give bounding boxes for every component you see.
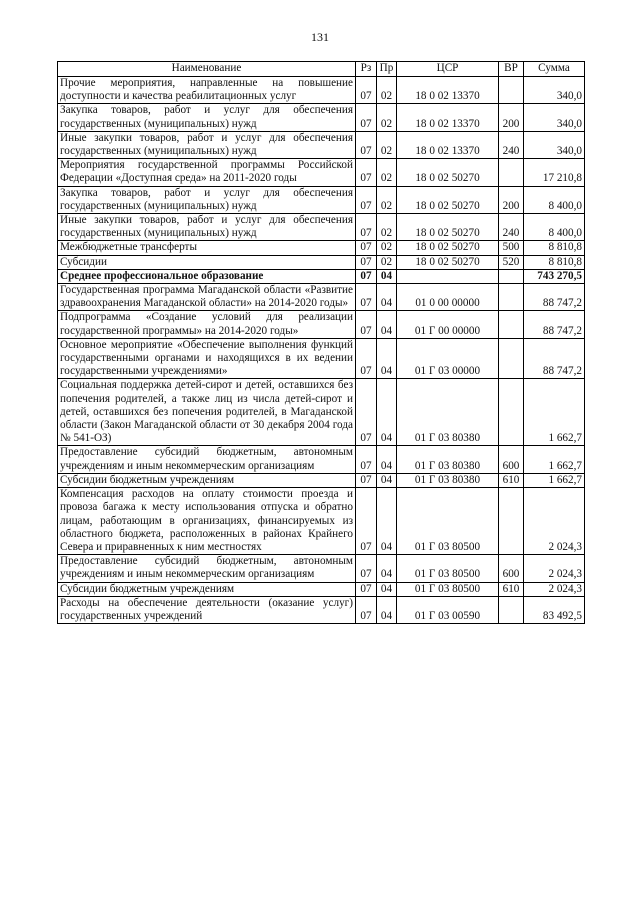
table-row — [58, 338, 585, 379]
cell-csr: 18 0 02 50270 — [397, 255, 499, 269]
cell-pr: 04 — [377, 488, 397, 555]
header-sum: Сумма — [524, 62, 585, 77]
cell-pr: 02 — [377, 104, 397, 131]
cell-vr — [499, 77, 524, 104]
cell-sum: 2 024,3 — [524, 555, 585, 582]
cell-rz: 07 — [356, 104, 377, 131]
cell-rz: 07 — [356, 488, 377, 555]
cell-pr: 04 — [377, 446, 397, 473]
cell-vr: 240 — [499, 214, 524, 241]
cell-csr: 18 0 02 50270 — [397, 159, 499, 186]
cell-sum: 2 024,3 — [524, 488, 585, 555]
cell-name: Закупка товаров, работ и услуг для обеспечения государственных (муниципальных) нужд — [58, 186, 356, 213]
budget-table — [57, 61, 585, 624]
cell-sum: 8 810,8 — [524, 255, 585, 269]
cell-rz: 07 — [356, 241, 377, 255]
cell-name: Расходы на обеспечение деятельности (оказание услуг) государственных учреждений — [58, 596, 356, 623]
cell-name: Подпрограмма «Создание условий для реализации государственной программы» на 2014-2020 годы» — [58, 311, 356, 338]
header-name: Наименование — [58, 62, 356, 77]
cell-sum: 340,0 — [524, 77, 585, 104]
cell-vr — [499, 269, 524, 283]
cell-vr: 200 — [499, 186, 524, 213]
cell-name: Субсидии бюджетным учреждениям — [58, 473, 356, 487]
cell-sum: 88 747,2 — [524, 311, 585, 338]
cell-pr: 04 — [377, 311, 397, 338]
cell-rz: 07 — [356, 186, 377, 213]
page-number: 131 — [311, 30, 329, 44]
table-row — [58, 473, 585, 487]
header-vr: ВР — [499, 62, 524, 77]
cell-name: Иные закупки товаров, работ и услуг для обеспечения государственных (муниципальных) нужд — [58, 214, 356, 241]
table-row — [58, 131, 585, 158]
cell-rz: 07 — [356, 214, 377, 241]
cell-csr: 01 Г 00 00000 — [397, 311, 499, 338]
cell-rz: 07 — [356, 284, 377, 311]
cell-name: Прочие мероприятия, направленные на повышение доступности и качества реабилитационных услуг — [58, 77, 356, 104]
cell-sum: 1 662,7 — [524, 473, 585, 487]
cell-csr: 01 Г 03 80500 — [397, 488, 499, 555]
cell-sum: 8 400,0 — [524, 186, 585, 213]
table-row — [58, 77, 585, 104]
cell-vr: 600 — [499, 555, 524, 582]
cell-sum: 83 492,5 — [524, 596, 585, 623]
header-csr: ЦСР — [397, 62, 499, 77]
cell-sum: 340,0 — [524, 131, 585, 158]
cell-rz: 07 — [356, 77, 377, 104]
cell-pr: 04 — [377, 379, 397, 446]
cell-pr: 02 — [377, 186, 397, 213]
cell-vr — [499, 311, 524, 338]
cell-csr: 01 Г 03 80500 — [397, 555, 499, 582]
cell-sum: 743 270,5 — [524, 269, 585, 283]
cell-pr: 04 — [377, 338, 397, 379]
cell-csr: 01 0 00 00000 — [397, 284, 499, 311]
cell-pr: 02 — [377, 241, 397, 255]
cell-pr: 02 — [377, 214, 397, 241]
cell-csr: 18 0 02 50270 — [397, 241, 499, 255]
cell-rz: 07 — [356, 555, 377, 582]
cell-rz: 07 — [356, 311, 377, 338]
table-row — [58, 488, 585, 555]
cell-name: Компенсация расходов на оплату стоимости проезда и провоза багажа к месту использования отпуска и обратно лицам, работающим в организациях, финансируемых из областного бюджета, расположенных в районах Крайнего Севера и приравненных к ним местностях — [58, 488, 356, 555]
cell-vr: 610 — [499, 582, 524, 596]
table-row — [58, 284, 585, 311]
cell-name: Субсидии бюджетным учреждениям — [58, 582, 356, 596]
cell-rz: 07 — [356, 159, 377, 186]
cell-csr: 01 Г 03 80380 — [397, 473, 499, 487]
cell-rz: 07 — [356, 255, 377, 269]
cell-vr: 520 — [499, 255, 524, 269]
cell-name: Среднее профессиональное образование — [58, 269, 356, 283]
table-header-row — [58, 62, 585, 77]
cell-csr: 18 0 02 50270 — [397, 214, 499, 241]
table-row — [58, 186, 585, 213]
cell-sum: 88 747,2 — [524, 338, 585, 379]
cell-pr: 04 — [377, 582, 397, 596]
header-rz: Рз — [356, 62, 377, 77]
table-row — [58, 596, 585, 623]
cell-name: Закупка товаров, работ и услуг для обеспечения государственных (муниципальных) нужд — [58, 104, 356, 131]
cell-rz: 07 — [356, 596, 377, 623]
table-row — [58, 214, 585, 241]
cell-vr — [499, 338, 524, 379]
cell-name: Межбюджетные трансферты — [58, 241, 356, 255]
cell-vr — [499, 379, 524, 446]
cell-rz: 07 — [356, 582, 377, 596]
cell-name: Мероприятия государственной программы Российской Федерации «Доступная среда» на 2011-2020 годы — [58, 159, 356, 186]
cell-pr: 02 — [377, 255, 397, 269]
table-row — [58, 379, 585, 446]
cell-csr: 18 0 02 13370 — [397, 104, 499, 131]
cell-rz: 07 — [356, 379, 377, 446]
cell-csr: 01 Г 03 80500 — [397, 582, 499, 596]
cell-csr: 01 Г 03 80380 — [397, 379, 499, 446]
cell-csr: 01 Г 03 00000 — [397, 338, 499, 379]
cell-vr: 600 — [499, 446, 524, 473]
cell-vr: 240 — [499, 131, 524, 158]
cell-csr: 01 Г 03 00590 — [397, 596, 499, 623]
cell-rz: 07 — [356, 338, 377, 379]
cell-vr: 200 — [499, 104, 524, 131]
cell-vr — [499, 159, 524, 186]
cell-sum: 2 024,3 — [524, 582, 585, 596]
cell-vr: 610 — [499, 473, 524, 487]
cell-name: Основное мероприятие «Обеспечение выполнения функций государственными органами и находящихся в их ведении государственными учреждениями» — [58, 338, 356, 379]
cell-pr: 04 — [377, 555, 397, 582]
cell-name: Социальная поддержка детей-сирот и детей, оставшихся без попечения родителей, а также лиц из числа детей-сирот и детей, оставшихся без попечения родителей, в Магаданской области (Закон Магаданской области от 30 декабря 2004 года № 541-ОЗ) — [58, 379, 356, 446]
cell-sum: 1 662,7 — [524, 379, 585, 446]
cell-name: Субсидии — [58, 255, 356, 269]
cell-sum: 88 747,2 — [524, 284, 585, 311]
cell-pr: 02 — [377, 131, 397, 158]
cell-pr: 04 — [377, 284, 397, 311]
table-row — [58, 311, 585, 338]
cell-name: Государственная программа Магаданской области «Развитие здравоохранения Магаданской области» на 2014-2020 годы» — [58, 284, 356, 311]
cell-csr: 18 0 02 13370 — [397, 131, 499, 158]
table-row — [58, 446, 585, 473]
cell-csr — [397, 269, 499, 283]
cell-rz: 07 — [356, 473, 377, 487]
cell-pr: 02 — [377, 77, 397, 104]
cell-csr: 01 Г 03 80380 — [397, 446, 499, 473]
cell-vr — [499, 488, 524, 555]
table-row — [58, 555, 585, 582]
cell-vr — [499, 284, 524, 311]
cell-vr — [499, 596, 524, 623]
table-row — [58, 255, 585, 269]
cell-csr: 18 0 02 50270 — [397, 186, 499, 213]
cell-vr: 500 — [499, 241, 524, 255]
table-row — [58, 104, 585, 131]
cell-rz: 07 — [356, 131, 377, 158]
cell-sum: 340,0 — [524, 104, 585, 131]
cell-pr: 04 — [377, 269, 397, 283]
table-row — [58, 241, 585, 255]
cell-csr: 18 0 02 13370 — [397, 77, 499, 104]
cell-sum: 1 662,7 — [524, 446, 585, 473]
cell-pr: 02 — [377, 159, 397, 186]
cell-sum: 17 210,8 — [524, 159, 585, 186]
cell-rz: 07 — [356, 269, 377, 283]
cell-sum: 8 400,0 — [524, 214, 585, 241]
cell-pr: 04 — [377, 473, 397, 487]
table-row — [58, 159, 585, 186]
cell-sum: 8 810,8 — [524, 241, 585, 255]
header-pr: Пр — [377, 62, 397, 77]
cell-name: Предоставление субсидий бюджетным, автономным учреждениям и иным некоммерческим организациям — [58, 555, 356, 582]
cell-rz: 07 — [356, 446, 377, 473]
cell-name: Предоставление субсидий бюджетным, автономным учреждениям и иным некоммерческим организациям — [58, 446, 356, 473]
cell-name: Иные закупки товаров, работ и услуг для обеспечения государственных (муниципальных) нужд — [58, 131, 356, 158]
table-row — [58, 269, 585, 283]
cell-pr: 04 — [377, 596, 397, 623]
table-row — [58, 582, 585, 596]
